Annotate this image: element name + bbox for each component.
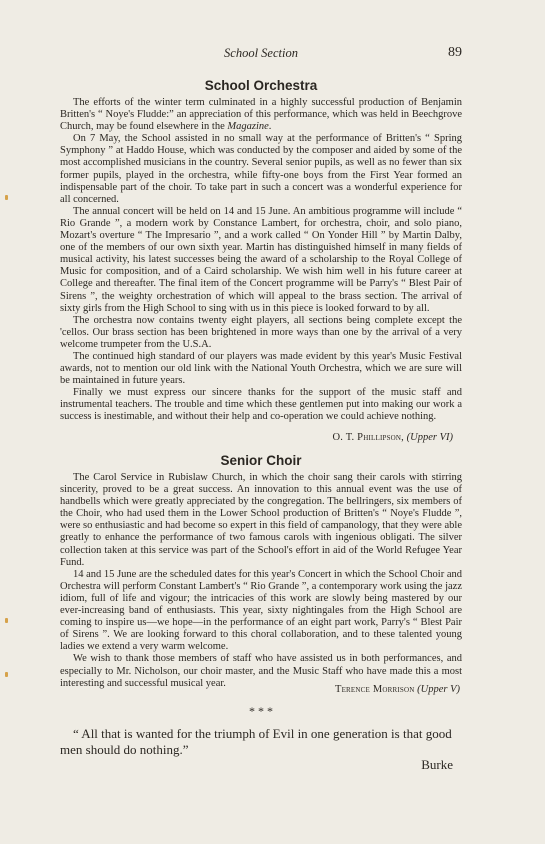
page-header [60, 46, 462, 66]
orchestra-paragraph [60, 206, 462, 315]
margin-mark [5, 672, 8, 677]
section-separator: * * * [249, 704, 273, 718]
orchestra-body [60, 97, 462, 424]
orchestra-paragraph-6: Finally we must express our sincere thanks for the support of the music staff and instrumental teachers. The trouble and time which these gentlemen put into making our work a success is inestimable, and without their help and co-operation we could achieve nothing. [60, 387, 462, 423]
orchestra-signature-form: (Upper VI) [406, 432, 453, 443]
margin-mark [5, 618, 8, 623]
choir-paragraph [60, 569, 462, 654]
orchestra-signature [332, 432, 453, 443]
orchestra-paragraph-2: On 7 May, the School assisted in no small way at the performance of Britten's “ Spring Symphony ” at Haddo House, which was conducted by the composer and aided by some of the most accomplished musicians in the country. Several senior pupils, as well as no fewer than six former pupils, played in the orchestra, while fifty-one boys from the First Year formed an indispensable part of the choir. To take part in such a concert was a wonderful experience for all concerned. [60, 133, 462, 205]
margin-mark [5, 195, 8, 200]
orchestra-paragraph [60, 97, 462, 133]
orchestra-signature-name: O. T. Phillipson, [332, 432, 405, 443]
choir-signature-form: (Upper V) [417, 684, 460, 695]
orchestra-paragraph [60, 133, 462, 206]
quote-attribution: Burke [421, 757, 453, 772]
choir-signature [335, 684, 460, 695]
orchestra-paragraph [60, 315, 462, 351]
choir-paragraph-3: We wish to thank those members of staff who have assisted us in both performances, and especially to Mr. Nicholson, our choir master, and the Music Staff who have made this a most interesting and successful musical year. [60, 653, 462, 689]
orchestra-paragraph [60, 387, 462, 423]
orchestra-paragraph-5: The continued high standard of our players was made evident by this year's Music Festival awards, not to mention our old link with the National Youth Orchestra, which we are sure will be maintained in future years. [60, 350, 462, 387]
choir-paragraph-2: 14 and 15 June are the scheduled dates for this year's Concert in which the School Choir and Orchestra will perform Constant Lambert's “ Rio Grande ”, a contemporary work using the jazz idiom, full of life and vigour; the intricacies of this work are slowly being mastered by our ever-increasing band of enthusiasts. This year, sixty nightingales from the High School are coming to inspire us—we hope—in the performance of an eight part work, Parry's “ Blest Pair of Sirens ”. We are looking forward to this choral collaboration, and to these talented young ladies we extend a very warm welcome. [60, 568, 462, 653]
magazine-title: Magazine [227, 121, 269, 133]
orchestra-paragraph-1: The efforts of the winter term culminated in a highly successful production of Benjamin Britten's “ Noye's Fludde:” an appreciation of this performance, which was held in Beechgrove Church, may be found elsewhere in the Magazine. [60, 97, 462, 133]
page-number: 89 [448, 45, 462, 60]
orchestra-paragraph-3: The annual concert will be held on 14 and 15 June. An ambitious programme will include “ Rio Grande ”, a modern work by Constance Lambert, for orchestra, choir, and solo piano, Mozart's overture “ The Impresario ”, and a work called “ On Yonder Hill ” by Martin Dalby, one of the members of our own sixth year. Martin has distinguished himself in many fields of musical activity, his latest successes being the award of a scholarship to the Royal College of Music for composition, and of a Caird scholarship. We wish him well in his future career at College and thereafter. The final item of the Concert programme will be Parry's “ Blest Pair of Sirens ”, the weighty orchestration of which will appeal to the brass section. The arrival of sixty girls from the High School to sing with us in this piece is looked forward to by all. [60, 205, 462, 314]
orchestra-paragraph-4: The orchestra now contains twenty eight players, all sections being complete except the 'cellos. Our brass section has been brightened in more ways than one by the arrival of a very welcome trumpeter from the U.S.A. [60, 314, 462, 350]
closing-quote: “ All that is wanted for the triumph of Evil in one generation is that good men should do nothing.” [60, 726, 452, 757]
choir-body [60, 472, 462, 690]
section-title-choir: Senior Choir [220, 453, 302, 468]
section-title-orchestra: School Orchestra [204, 78, 318, 93]
choir-paragraph-1: The Carol Service in Rubislaw Church, in which the choir sang their carols with stirring sincerity, proved to be a great success. An innovation to this annual event was the use of handbells which were greatly appreciated by the congregation. The bellringers, six members of the Choir, who had used them in the Lower School production of Britten's “ Noye's Fludde ”, were so enthusiastic and had become so expert in this field of campanology, that they were able greatly to enhance the performance of two famous carols with ingenious obligati. The silver collection taken at this service was part of the School's effort in aid of the World Refugee Year Fund. [60, 472, 462, 568]
running-head: School Section [224, 46, 298, 60]
orchestra-paragraph [60, 351, 462, 387]
choir-paragraph [60, 472, 462, 569]
choir-signature-name: Terence Morrison [334, 684, 415, 695]
